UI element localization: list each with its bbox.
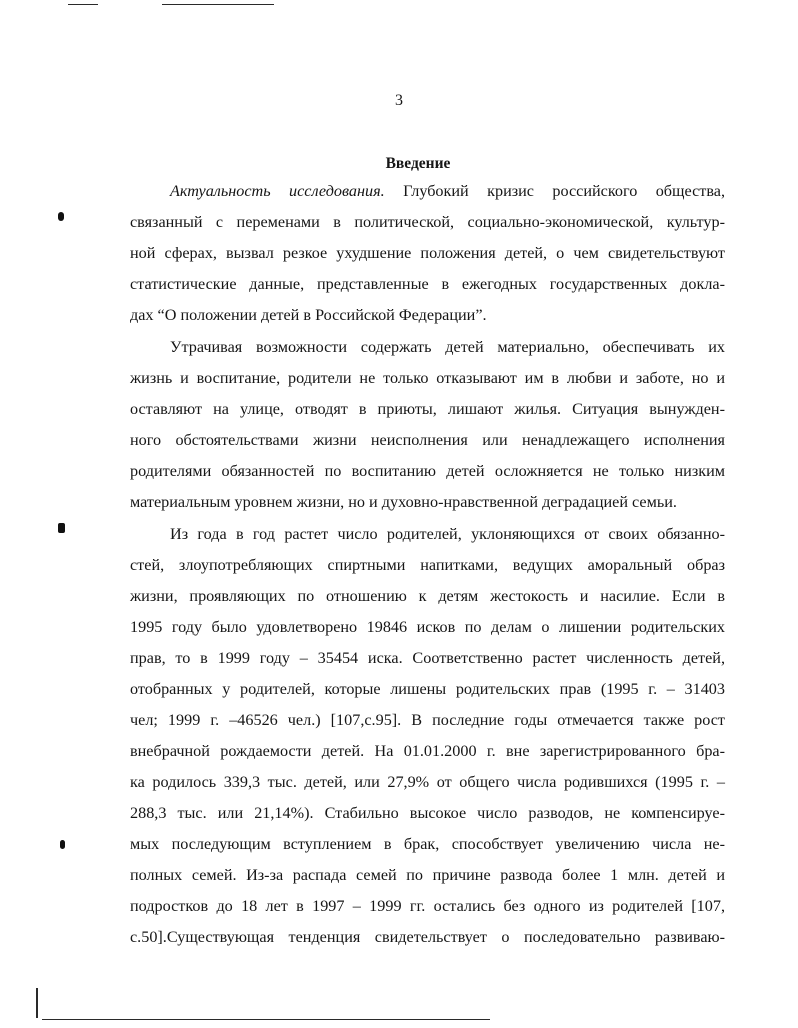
paragraph-line: жизни, проявляющих по отношению к детям жестокость и насилие. Если в: [130, 587, 725, 605]
scan-top-line-left: [68, 4, 98, 5]
binder-hole-mark: [60, 840, 65, 849]
scan-top-line-right: [162, 4, 274, 5]
paragraph-line: Из года в год растет число родителей, уклоняющихся от своих обязанно-: [170, 525, 725, 543]
paragraph-line: 1995 году было удовлетворено 19846 исков по делам о лишении родительских: [130, 618, 725, 636]
paragraph-line: родителями обязанностей по воспитанию детей осложняется не только низким: [130, 462, 725, 480]
paragraph-line: ного обстоятельствами жизни неисполнения или ненадлежащего исполнения: [130, 431, 725, 449]
paragraph-line: 288,3 тыс. или 21,14%). Стабильно высокое число разводов, не компенсируе-: [130, 804, 725, 822]
paragraph-line: оставляют на улице, отводят в приюты, лишают жилья. Ситуация вынужден-: [130, 400, 725, 418]
paragraph-line: дах “О положении детей в Российской Федерации”.: [130, 306, 487, 324]
paragraph-line: стей, злоупотребляющих спиртными напитками, ведущих аморальный образ: [130, 556, 725, 574]
paragraph-line: жизнь и воспитание, родители не только отказывают им в любви и заботе, но и: [130, 369, 725, 387]
page-number: 3: [395, 92, 403, 109]
scan-left-edge: [36, 988, 38, 1018]
paragraph-line: материальным уровнем жизни, но и духовно-нравственной деградацией семьи.: [130, 493, 677, 511]
paragraph-line: полных семей. Из-за распада семей по причине развода более 1 млн. детей и: [130, 866, 725, 884]
paragraph-line: чел; 1999 г. –46526 чел.) [107,с.95]. В последние годы отмечается также рост: [130, 711, 725, 729]
binder-hole-mark: [58, 523, 65, 533]
lead-phrase: Актуальность исследования.: [170, 182, 385, 200]
paragraph-line: мых последующим вступлением в брак, способствует увеличению числа не-: [130, 835, 725, 853]
paragraph-line: [170, 181, 725, 201]
binder-hole-mark: [58, 212, 64, 221]
paragraph-line: внебрачной рождаемости детей. На 01.01.2000 г. вне зарегистрированного бра-: [130, 742, 725, 760]
paragraph-line: с.50].Существующая тенденция свидетельствует о последовательно развиваю-: [130, 928, 725, 946]
paragraph-line: ной сферах, вызвал резкое ухудшение положения детей, о чем свидетельствуют: [130, 244, 725, 262]
section-heading: Введение: [385, 155, 451, 172]
scan-bottom-line: [42, 1019, 490, 1020]
paragraph-line: прав, то в 1999 году – 35454 иска. Соответственно растет численность детей,: [130, 649, 725, 667]
paragraph-line: подростков до 18 лет в 1997 – 1999 гг. остались без одного из родителей [107,: [130, 897, 725, 915]
paragraph-line: статистические данные, представленные в ежегодных государственных доклa-: [130, 275, 725, 293]
paragraph-line: Утрачивая возможности содержать детей материально, обеспечивать их: [170, 338, 725, 356]
line-text: Глубокий кризис российского общества,: [384, 182, 725, 200]
paragraph-line: ка родилось 339,3 тыс. детей, или 27,9% от общего числа родившихся (1995 г. –: [130, 773, 725, 791]
paragraph-line: связанный с переменами в политической, социально-экономической, культур-: [130, 213, 725, 231]
paragraph-line: отобранных у родителей, которые лишены родительских прав (1995 г. – 31403: [130, 680, 725, 698]
